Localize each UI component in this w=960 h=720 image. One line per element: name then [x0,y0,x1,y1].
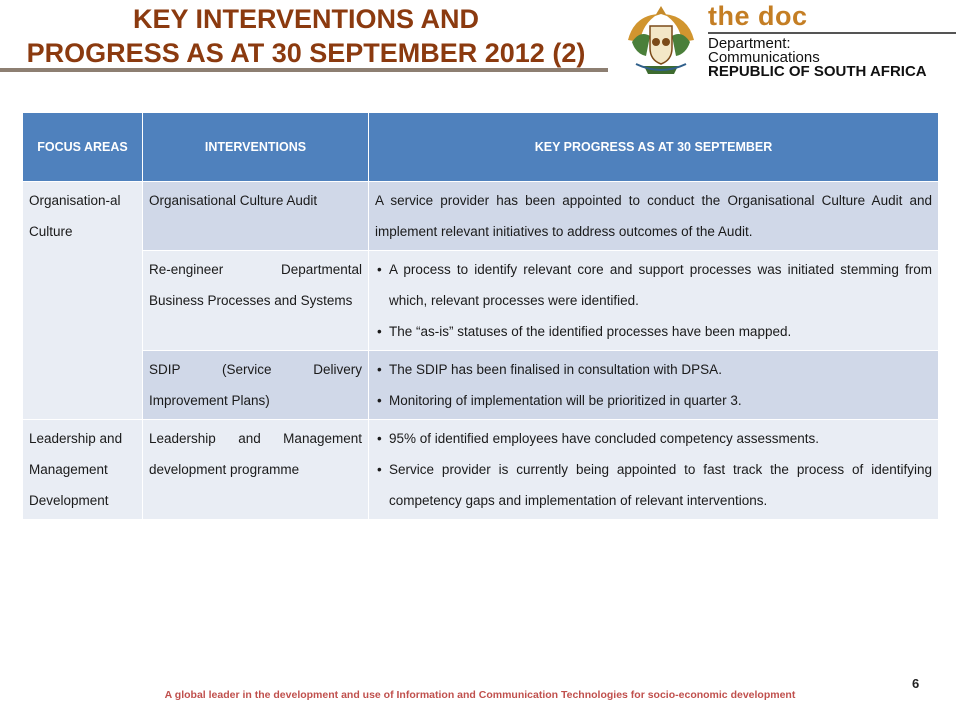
intervention-cell: Organisational Culture Audit [143,182,369,251]
header-interventions: INTERVENTIONS [143,113,369,182]
title-line-1: KEY INTERVENTIONS AND [132,4,480,34]
progress-cell [369,251,939,351]
table-header-row [23,113,939,182]
department-logo [616,0,960,82]
footer-tagline: A global leader in the development and use of Information and Communication Technologies for socio-economic development [164,689,796,701]
dept-line-1: Department: [708,35,791,52]
progress-bullet: • The “as-is” statuses of the identified processes have been mapped. [389,316,932,347]
table-row [23,351,939,420]
table-row [23,182,939,251]
header-focus-areas: FOCUS AREAS [23,113,143,182]
progress-cell [369,420,939,520]
intervention-cell: SDIP (Service Delivery Improvement Plans) [143,351,369,420]
intervention-cell: Re-engineer Departmental Business Processes and Systems [143,251,369,351]
brand-wordmark: the doc [708,1,808,31]
progress-text: A service provider has been appointed to conduct the Organisational Culture Audit and implement relevant initiatives to address outcomes of the Audit. [375,193,932,239]
progress-bullet: • The SDIP has been finalised in consultation with DPSA. [389,354,932,385]
progress-bullet: • Monitoring of implementation will be prioritized in quarter 3. [389,385,932,416]
dept-line-3: REPUBLIC OF SOUTH AFRICA [708,63,927,80]
dept-line-2: Communications [708,49,820,66]
progress-cell [369,351,939,420]
progress-bullet: • A process to identify relevant core and support processes was initiated stemming from which, relevant processes were identified. [389,254,932,316]
focus-area-cell: Leadership and Management Development [23,420,143,520]
page-number: 6 [912,676,920,691]
table-row [23,420,939,520]
table-row [23,251,939,351]
coat-of-arms-icon [620,2,702,78]
progress-bullet: • Service provider is currently being appointed to fast track the process of identifying competency gaps and implementation of relevant interventions. [389,454,932,516]
intervention-cell: Leadership and Management development programme [143,420,369,520]
progress-bullet: • 95% of identified employees have concluded competency assessments. [389,423,932,454]
header-key-progress: KEY PROGRESS AS AT 30 SEPTEMBER [369,113,939,182]
progress-table [22,112,939,520]
title-divider [0,68,608,72]
progress-cell [369,182,939,251]
focus-area-cell: Organisation-al Culture [23,182,143,420]
title-line-2: PROGRESS AS AT 30 SEPTEMBER 2012 (2) [26,38,586,68]
logo-divider [708,32,956,34]
